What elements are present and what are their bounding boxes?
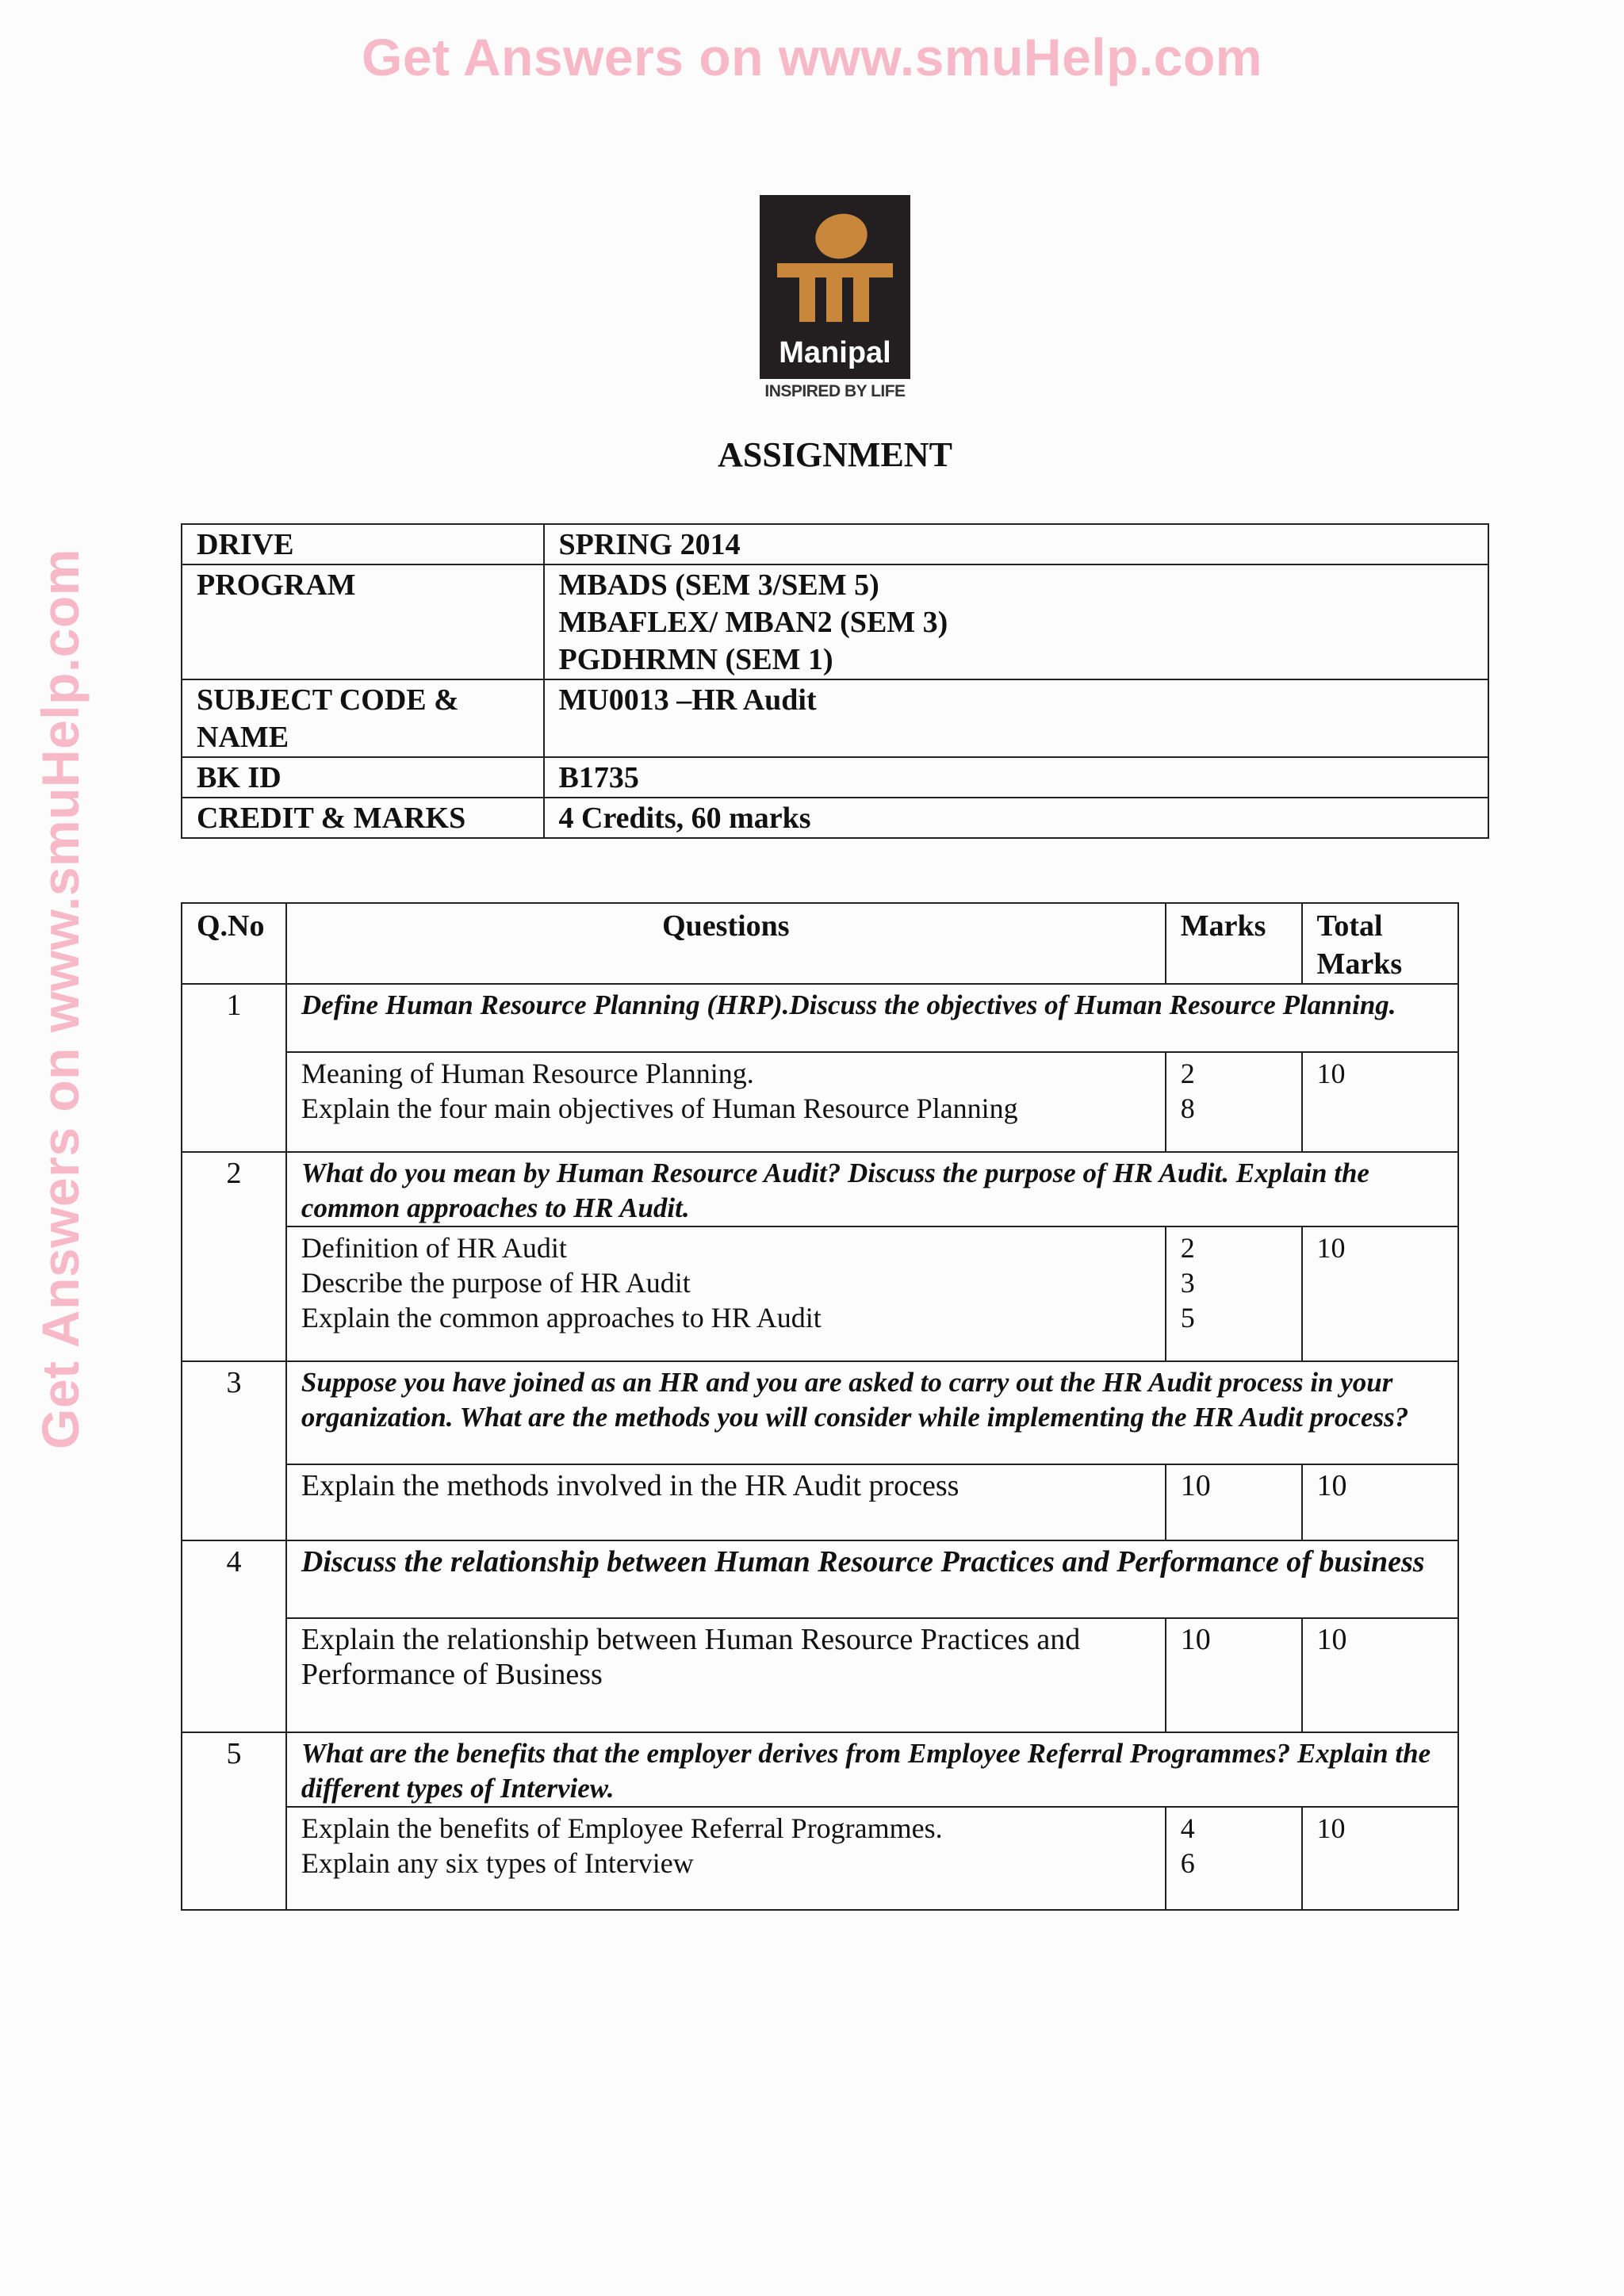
header-marks: Marks (1166, 903, 1302, 984)
question-row (182, 1361, 1458, 1464)
program-label: PROGRAM (182, 564, 544, 679)
logo-name: Manipal (779, 336, 891, 369)
program-value (544, 564, 1489, 679)
subject-label-line: SUBJECT CODE & (197, 683, 459, 717)
answer-part: Explain the benefits of Employee Referral Programmes. (301, 1812, 943, 1844)
watermark-side: Get Answers on www.smuHelp.com (31, 548, 90, 1450)
total-marks: 10 (1302, 1464, 1458, 1540)
questions-header-row (182, 903, 1458, 984)
part-mark: 4 (1180, 1812, 1195, 1844)
drive-label: DRIVE (182, 524, 544, 564)
watermark-top: Get Answers on www.smuHelp.com (361, 28, 1262, 86)
logo-mark (760, 195, 910, 379)
header-questions: Questions (286, 903, 1166, 984)
question-number: 5 (182, 1732, 286, 1910)
question-text: What are the benefits that the employer derives from Employee Referral Programmes? Explain the different types of Interview. (286, 1732, 1458, 1807)
subject-label-line: NAME (197, 721, 289, 754)
part-mark: 3 (1180, 1267, 1195, 1299)
part-marks (1166, 1807, 1302, 1910)
question-number: 3 (182, 1361, 286, 1540)
question-number: 2 (182, 1152, 286, 1361)
header-total-line: Total (1316, 909, 1383, 943)
part-mark: 6 (1180, 1847, 1195, 1879)
header-total-marks (1302, 903, 1458, 984)
answer-row (182, 1618, 1458, 1732)
answer-parts (286, 1464, 1166, 1540)
info-row-program (182, 564, 1488, 679)
total-marks: 10 (1302, 1807, 1458, 1910)
header-total-line: Marks (1316, 947, 1403, 981)
part-mark: 10 (1180, 1623, 1211, 1656)
manipal-logo (760, 195, 910, 405)
part-mark: 8 (1180, 1093, 1195, 1124)
credit-value: 4 Credits, 60 marks (544, 798, 1489, 838)
program-line: MBAFLEX/ MBAN2 (SEM 3) (558, 606, 948, 639)
question-row (182, 1540, 1458, 1618)
part-mark: 10 (1180, 1469, 1211, 1502)
total-marks: 10 (1302, 1226, 1458, 1361)
part-marks (1166, 1618, 1302, 1732)
program-line: PGDHRMN (SEM 1) (558, 643, 833, 676)
part-mark: 5 (1180, 1302, 1195, 1334)
total-marks: 10 (1302, 1618, 1458, 1732)
question-number: 1 (182, 984, 286, 1152)
bkid-value: B1735 (544, 757, 1489, 798)
part-mark: 2 (1180, 1058, 1195, 1089)
part-marks (1166, 1226, 1302, 1361)
answer-parts (286, 1052, 1166, 1152)
part-marks (1166, 1464, 1302, 1540)
answer-parts (286, 1226, 1166, 1361)
total-marks: 10 (1302, 1052, 1458, 1152)
question-text: What do you mean by Human Resource Audit? Discuss the purpose of HR Audit. Explain the common approaches to HR Audit. (286, 1152, 1458, 1226)
answer-row (182, 1052, 1458, 1152)
question-text: Discuss the relationship between Human Resource Practices and Performance of business (286, 1540, 1458, 1618)
logo-tagline: INSPIRED BY LIFE (764, 382, 906, 400)
answer-parts (286, 1807, 1166, 1910)
credit-label: CREDIT & MARKS (182, 798, 544, 838)
page-title: ASSIGNMENT (718, 435, 952, 474)
answer-part: Explain any six types of Interview (301, 1847, 694, 1879)
bkid-label: BK ID (182, 757, 544, 798)
answer-part: Explain the methods involved in the HR Audit process (301, 1469, 959, 1502)
answer-row (182, 1807, 1458, 1910)
question-text: Suppose you have joined as an HR and you are asked to carry out the HR Audit process in your organization. What are the methods you will consider while implementing the HR Audit process? (286, 1361, 1458, 1464)
question-row (182, 1152, 1458, 1226)
question-row (182, 984, 1458, 1052)
info-row-credit (182, 798, 1488, 838)
answer-parts (286, 1618, 1166, 1732)
answer-part: Explain the relationship between Human Resource Practices and Performance of Business (301, 1623, 1081, 1691)
info-row-bkid (182, 757, 1488, 798)
answer-part: Meaning of Human Resource Planning. (301, 1058, 754, 1089)
part-mark: 2 (1180, 1232, 1195, 1264)
info-row-subject (182, 679, 1488, 757)
question-text: Define Human Resource Planning (HRP).Discuss the objectives of Human Resource Planning. (286, 984, 1458, 1052)
program-line: MBADS (SEM 3/SEM 5) (558, 568, 879, 602)
subject-value: MU0013 –HR Audit (544, 679, 1489, 757)
question-number: 4 (182, 1540, 286, 1732)
assignment-info-table (181, 523, 1489, 839)
question-row (182, 1732, 1458, 1807)
answer-part: Describe the purpose of HR Audit (301, 1267, 691, 1299)
header-qno: Q.No (182, 903, 286, 984)
answer-part: Definition of HR Audit (301, 1232, 567, 1264)
questions-table (181, 902, 1459, 1911)
subject-label (182, 679, 544, 757)
answer-part: Explain the four main objectives of Human Resource Planning (301, 1093, 1018, 1124)
part-marks (1166, 1052, 1302, 1152)
answer-row (182, 1464, 1458, 1540)
answer-row (182, 1226, 1458, 1361)
info-row-drive (182, 524, 1488, 564)
answer-part: Explain the common approaches to HR Audit (301, 1302, 822, 1334)
drive-value: SPRING 2014 (544, 524, 1489, 564)
